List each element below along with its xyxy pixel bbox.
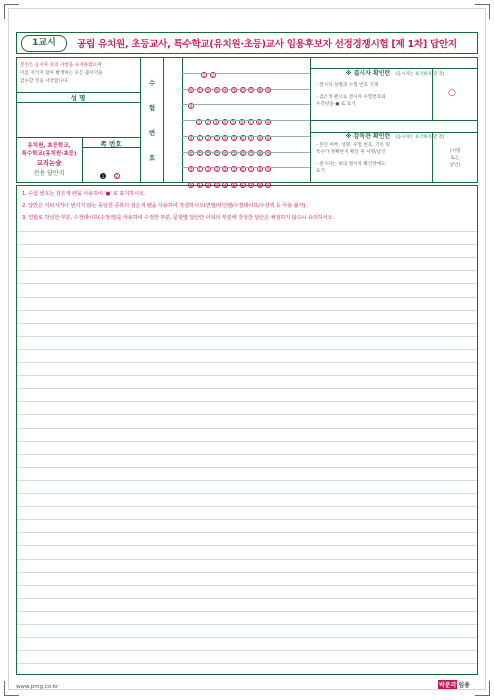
supervisor-line-3: - 결시자는 위의 결시자 확인란에도 [316, 162, 386, 167]
exam-digit-bubble[interactable]: 6 [241, 182, 244, 188]
name-label: 성 명 [70, 94, 86, 102]
exam-digit-bubble[interactable]: 9 [267, 88, 270, 94]
exam-digit-bubble[interactable]: 7 [249, 119, 252, 125]
exam-digit-bubble[interactable]: 2 [206, 167, 210, 172]
exam-digit-bubble[interactable]: 3 [215, 167, 219, 172]
answer-rule-line [17, 650, 477, 651]
absentee-mark-circle[interactable]: ○ [448, 88, 456, 98]
exam-digit-bubble[interactable]: 9 [266, 119, 270, 125]
supervisor-line-4: 표기 [316, 169, 325, 174]
exam-digit-row [188, 156, 274, 172]
category-line-2: 특수학교(유치원·초등) [21, 151, 77, 157]
exam-digit-bubble[interactable]: 0 [189, 151, 193, 157]
exam-digit-row [188, 93, 197, 109]
exam-digit-bubble[interactable]: 1 [198, 151, 201, 157]
answer-area[interactable] [16, 185, 478, 675]
answer-rule-line [17, 611, 477, 612]
answer-rule-line [17, 585, 477, 586]
instruction-3: 3. 연필로 작성한 부분, 수정테이프(수정액)를 사용하여 수정한 부분, 문항별 답안란 이외의 부분에 작성한 답안은 채점하지 않으니 유의하시오. [22, 215, 334, 221]
subject-label: 교직논술 [36, 159, 62, 167]
supervisor-title-text: ※ 감독관 확인란 [345, 133, 391, 140]
exam-digit-row [201, 62, 218, 78]
answer-rule-line [17, 545, 477, 546]
absentee-line-3: 우측란을 ● 로 표기 [316, 102, 356, 107]
page-option-1[interactable]: 1 [101, 174, 105, 179]
exam-digit-bubble[interactable]: 3 [215, 135, 219, 141]
crop-mark-top-left [4, 4, 19, 19]
pledge-line-2: 이를 지키지 않아 발생하는 모든 불이익을 [20, 71, 103, 76]
exam-digit-bubble[interactable]: 9 [267, 151, 270, 157]
exam-digit-bubble[interactable]: 9 [267, 167, 270, 172]
page-number-label: 쪽 번호 [100, 140, 122, 148]
answer-rule-line [17, 388, 477, 389]
exam-digit-bubble[interactable]: 6 [241, 135, 244, 141]
exam-digit-bubble[interactable]: 7 [249, 135, 253, 141]
exam-digit-bubble[interactable]: 4 [224, 151, 227, 157]
answer-rule-line [17, 401, 477, 402]
crop-mark-bottom-right [475, 681, 490, 696]
page-option-2[interactable]: 2 [115, 174, 118, 179]
exam-number-char-3: 번 [148, 129, 156, 137]
exam-number-char-2: 험 [148, 104, 156, 112]
name-field[interactable] [17, 103, 139, 136]
exam-digit-bubble[interactable]: 5 [232, 167, 236, 172]
exam-digit-bubble[interactable]: 6 [240, 119, 244, 125]
exam-digit-bubble[interactable]: 4 [224, 182, 227, 188]
exam-digit-bubble[interactable]: 2 [206, 135, 210, 141]
exam-digit-row [188, 77, 274, 94]
page-number-options [100, 163, 122, 182]
footer-url: www.pmg.co.kr [16, 684, 59, 690]
absentee-line-2: - 검은색 펜으로 결시자 수험번호와 [316, 95, 386, 100]
brand-mark: 박문각 [439, 682, 457, 689]
exam-digit-bubble[interactable]: 5 [232, 88, 236, 94]
answer-rule-line [17, 637, 477, 638]
supervisor-line-2: 특수가 정확한지 확인 후 서명/날인 [316, 150, 386, 155]
answer-rule-line [17, 336, 477, 337]
exam-digit-bubble[interactable]: 1 [198, 182, 201, 188]
exam-digit-bubble[interactable]: 3 [215, 182, 219, 188]
crop-mark-top-right [475, 4, 490, 19]
exam-digit-bubble[interactable]: 2 [206, 151, 210, 157]
answer-rule-line [17, 310, 477, 311]
signature-label-2: 또는 [450, 156, 460, 161]
answer-rule-line [17, 244, 477, 245]
answer-sheet-header [16, 32, 478, 54]
exam-digit-bubble[interactable]: 4 [223, 119, 227, 125]
exam-digit-bubble[interactable]: 8 [258, 151, 262, 157]
answer-rule-line [17, 532, 477, 533]
answer-rule-line [17, 297, 477, 298]
answer-rule-line [17, 663, 477, 664]
exam-digit-row [188, 125, 274, 141]
answer-rule-line [17, 506, 477, 507]
exam-digit-bubble[interactable]: 8 [257, 119, 261, 125]
pledge-line-1: 본인은 응시자 유의 사항을 숙지하였으며 [20, 63, 102, 68]
absentee-title [312, 60, 478, 79]
exam-digit-bubble[interactable]: 4 [224, 88, 227, 94]
exam-number-char-4: 호 [148, 154, 156, 162]
supervisor-title-note: (응시자는 표기하지 말 것) [395, 135, 445, 140]
exam-digit-bubble[interactable]: 2 [206, 88, 210, 94]
answer-rule-line [17, 375, 477, 376]
exam-digit-row [196, 109, 273, 125]
exam-digit-bubble[interactable]: 3 [215, 88, 219, 94]
exam-digit-bubble[interactable]: 5 [232, 151, 236, 157]
answer-rule-line [17, 493, 477, 494]
exam-digit-bubble[interactable]: 0 [189, 182, 193, 188]
exam-number-char-1: 수 [148, 79, 156, 87]
answer-rule-line [17, 349, 477, 350]
answer-rule-line [17, 257, 477, 258]
exam-digit-bubble[interactable]: 2 [211, 72, 214, 78]
exam-digit-bubble[interactable]: 0 [189, 135, 193, 141]
exam-digit-row [188, 140, 274, 157]
supervisor-title [312, 123, 478, 142]
exam-digit-bubble[interactable]: 5 [232, 182, 236, 188]
instruction-1: 1. 수험 번호는 검은색 펜을 사용하여 '●' 로 표기하시오. [22, 191, 146, 197]
exam-digit-bubble[interactable]: 9 [267, 135, 270, 141]
exam-digit-bubble[interactable]: 0 [189, 88, 193, 94]
exam-digit-bubble[interactable]: 8 [258, 88, 262, 94]
exam-digit-bubble[interactable]: 2 [206, 119, 209, 125]
supervisor-line-1: - 본인 여부, 성명, 수험 번호, 기록 및 [316, 143, 390, 148]
answer-rule-line [17, 559, 477, 560]
exam-digit-row [188, 172, 274, 188]
exam-digit-bubble[interactable]: 3 [214, 119, 218, 125]
exam-digit-bubble[interactable]: 5 [232, 119, 235, 125]
answer-rule-line [17, 283, 477, 284]
answer-rule-line [17, 428, 477, 429]
exam-digit-bubble[interactable]: 1 [198, 135, 201, 141]
exam-digit-bubble[interactable]: 6 [241, 151, 244, 157]
exam-digit-bubble[interactable]: 8 [258, 167, 262, 172]
exam-digit-bubble[interactable]: 4 [224, 135, 227, 141]
answer-rule-line [17, 480, 477, 481]
dedicated-sheet-label: 전용 답안지 [33, 170, 65, 177]
answer-rule-line [17, 519, 477, 520]
exam-digit-bubble[interactable]: 6 [241, 88, 244, 94]
exam-digit-bubble[interactable]: 1 [198, 88, 201, 94]
exam-digit-bubble[interactable]: 8 [258, 182, 262, 188]
exam-digit-bubble[interactable]: 7 [249, 88, 253, 94]
exam-digit-bubble[interactable]: 4 [224, 167, 227, 172]
exam-digit-bubble[interactable]: 6 [241, 167, 244, 172]
exam-digit-bubble[interactable]: 7 [249, 167, 253, 172]
absentee-line-1: - 결시자 성명과 수험 번호 기재 [316, 83, 379, 88]
answer-rule-line [17, 414, 477, 415]
pledge-line-3: 감수할 것을 서약합니다. [20, 79, 69, 84]
sheet-title: 공립 유치원, 초등교사, 특수학교(유치원·초등)교사 임용후보자 선정경쟁시험 [제 1차] 답안지 [77, 39, 457, 50]
answer-rule-line [17, 624, 477, 625]
brand-text: 임용 [458, 682, 470, 689]
answer-rule-line [17, 572, 477, 573]
exam-digit-bubble[interactable]: 7 [249, 182, 253, 188]
answer-rule-line [17, 467, 477, 468]
footer-brand [438, 680, 470, 689]
exam-digit-bubble[interactable]: 1 [197, 119, 201, 125]
exam-digit-bubble[interactable]: 9 [267, 182, 270, 188]
absentee-title-note: (응시자는 표기하지 말 것) [395, 72, 445, 77]
session-badge: 1교시 [21, 35, 67, 52]
exam-digit-bubble[interactable]: 2 [206, 182, 210, 188]
exam-digit-bubble[interactable]: 1 [202, 72, 206, 78]
answer-rule-line [17, 454, 477, 455]
answer-rule-line [17, 270, 477, 271]
answer-rule-line [17, 323, 477, 324]
absentee-title-text: ※ 결시자 확인란 [345, 70, 391, 77]
answer-rule-line [17, 441, 477, 442]
answer-rule-line [17, 598, 477, 599]
signature-label-3: 날인) [449, 163, 461, 168]
signature-label-1: (서명 [449, 149, 461, 154]
category-line-1: 유치원, 초등학교, [27, 143, 71, 149]
instruction-2: 2. 답안은 지워지거나 번지지 않는 동일한 종류의 검은색 펜을 사용하여 작성하시오(연필/사인펜/수정테이프/수정액 등 사용 불가). [22, 203, 307, 209]
exam-digit-bubble[interactable]: 3 [215, 151, 219, 157]
exam-digit-bubble[interactable]: 0 [189, 167, 193, 172]
answer-rule-line [17, 231, 477, 232]
answer-rule-line [17, 362, 477, 363]
exam-digit-bubble[interactable]: 7 [249, 151, 253, 157]
exam-digit-bubble[interactable]: 5 [232, 135, 236, 141]
exam-digit-bubble[interactable]: 0 [189, 104, 193, 109]
exam-digit-bubble[interactable]: 8 [258, 135, 262, 141]
exam-digit-bubble[interactable]: 1 [198, 167, 201, 172]
